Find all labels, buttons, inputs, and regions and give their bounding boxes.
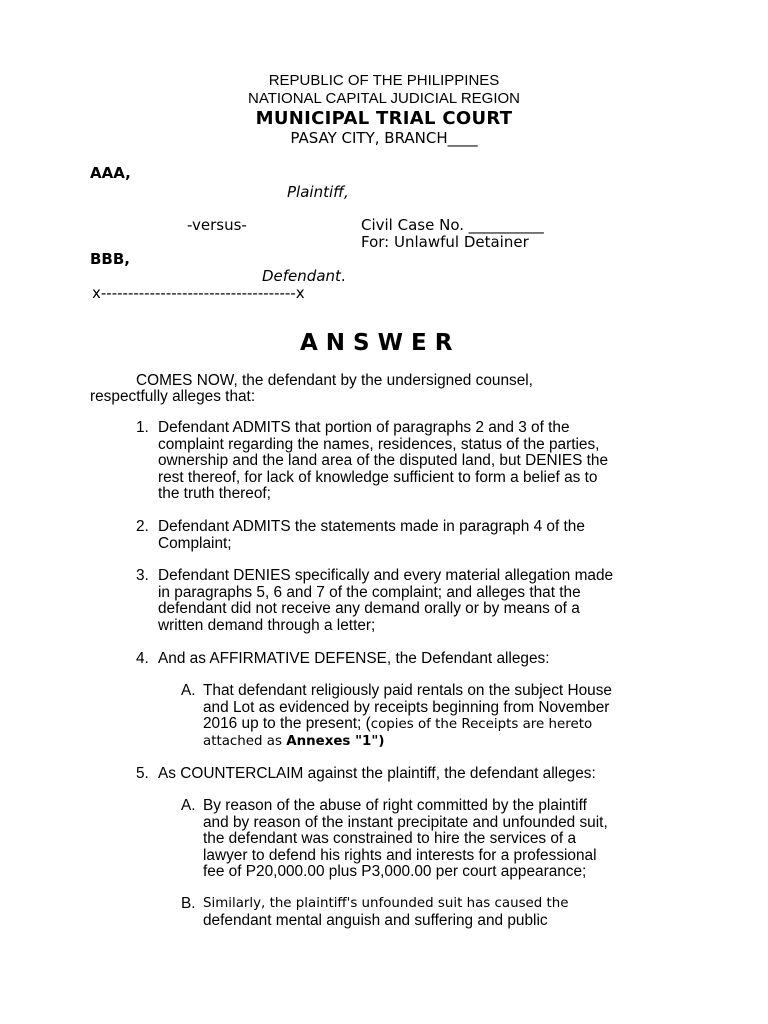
item-1-body	[158, 420, 608, 503]
court-city-branch: PASAY CITY, BRANCH____	[290, 129, 478, 147]
civil-case-no: Civil Case No. __________	[361, 216, 544, 234]
item-line: written demand through a letter;	[158, 616, 376, 634]
item-line: complaint regarding the names, residences, status of the parties,	[158, 435, 600, 453]
item-line: That defendant religiously paid rentals on the subject House	[203, 682, 612, 699]
item-4-body: And as AFFIRMATIVE DEFENSE, the Defendant alleges:	[158, 650, 550, 667]
item-text: 2016 up to the present; (	[203, 715, 371, 733]
item-number: 3.	[136, 567, 149, 584]
sub-item-letter: B.	[181, 895, 196, 912]
item-line: ownership and the land area of the disputed land, but DENIES the	[158, 452, 609, 470]
item-line: Defendant ADMITS that portion of paragraphs 2 and 3 of the	[158, 419, 570, 436]
item-line: Similarly, the plaintiff's unfounded suit has caused the	[203, 896, 569, 911]
item-line: Defendant ADMITS the statements made in paragraph 4 of the	[158, 518, 585, 535]
case-nature: For: Unlawful Detainer	[361, 233, 529, 251]
item-5-body: As COUNTERCLAIM against the plaintiff, the defendant alleges:	[158, 765, 596, 782]
item-2-body	[158, 519, 585, 552]
item-number: 4.	[136, 650, 149, 667]
item-number: 5.	[136, 765, 149, 782]
item-line: rest thereof, for lack of knowledge sufficient to form a belief as to	[158, 468, 598, 486]
plaintiff-label: Plaintiff,	[287, 183, 349, 201]
sub-item-letter: A.	[181, 797, 196, 814]
item-line: in paragraphs 5, 6 and 7 of the complaint; and alleges that the	[158, 583, 581, 601]
defendant-label-line	[262, 267, 346, 285]
item-5a-body	[203, 798, 608, 881]
item-text-emphasis: copies of the Receipts are hereto	[370, 717, 593, 733]
defendant-name: BBB,	[90, 250, 130, 268]
annex-reference: Annexes "1")	[286, 733, 385, 749]
item-3-body	[158, 568, 613, 634]
item-5b-body	[203, 896, 569, 929]
item-line: defendant mental anguish and suffering and public	[203, 911, 548, 929]
item-line: lawyer to defend his rights and interests for a professional	[203, 846, 597, 864]
item-number: 2.	[136, 518, 149, 535]
defendant-label: Defendant	[262, 267, 341, 285]
item-line	[203, 734, 612, 751]
item-line: fee of P20,000.00 plus P3,000.00 per court appearance;	[203, 863, 587, 881]
sub-item-letter: A.	[181, 682, 196, 699]
item-line: By reason of the abuse of right committed by the plaintiff	[203, 797, 587, 814]
caption-separator: x------------------------------------x	[92, 284, 305, 302]
item-line: Defendant DENIES specifically and every material allegation made	[158, 567, 614, 584]
item-line: defendant did not receive any demand orally or by means of a	[158, 600, 580, 618]
defendant-period: .	[340, 267, 346, 285]
item-line: the truth thereof;	[158, 485, 271, 503]
item-text-emphasis: attached as	[203, 733, 287, 749]
plaintiff-name: AAA,	[90, 164, 131, 182]
item-4a-body	[203, 683, 612, 750]
item-line: and by reason of the instant precipitate and unfounded suit,	[203, 813, 608, 831]
document-title: ANSWER	[300, 330, 461, 356]
item-line	[203, 716, 612, 734]
intro-line-2: respectfully alleges that:	[90, 388, 256, 405]
item-line: and Lot as evidenced by receipts beginning from November	[203, 698, 610, 716]
intro-line-1: COMES NOW, the defendant by the undersigned counsel,	[136, 372, 533, 389]
court-name: MUNICIPAL TRIAL COURT	[255, 108, 513, 129]
item-line: the defendant was constrained to hire the services of a	[203, 830, 577, 848]
item-line: Complaint;	[158, 534, 232, 552]
header-republic: REPUBLIC OF THE PHILIPPINES	[268, 72, 500, 89]
header-region: NATIONAL CAPITAL JUDICIAL REGION	[248, 90, 520, 107]
versus: -versus-	[187, 216, 247, 234]
item-number: 1.	[136, 419, 149, 436]
